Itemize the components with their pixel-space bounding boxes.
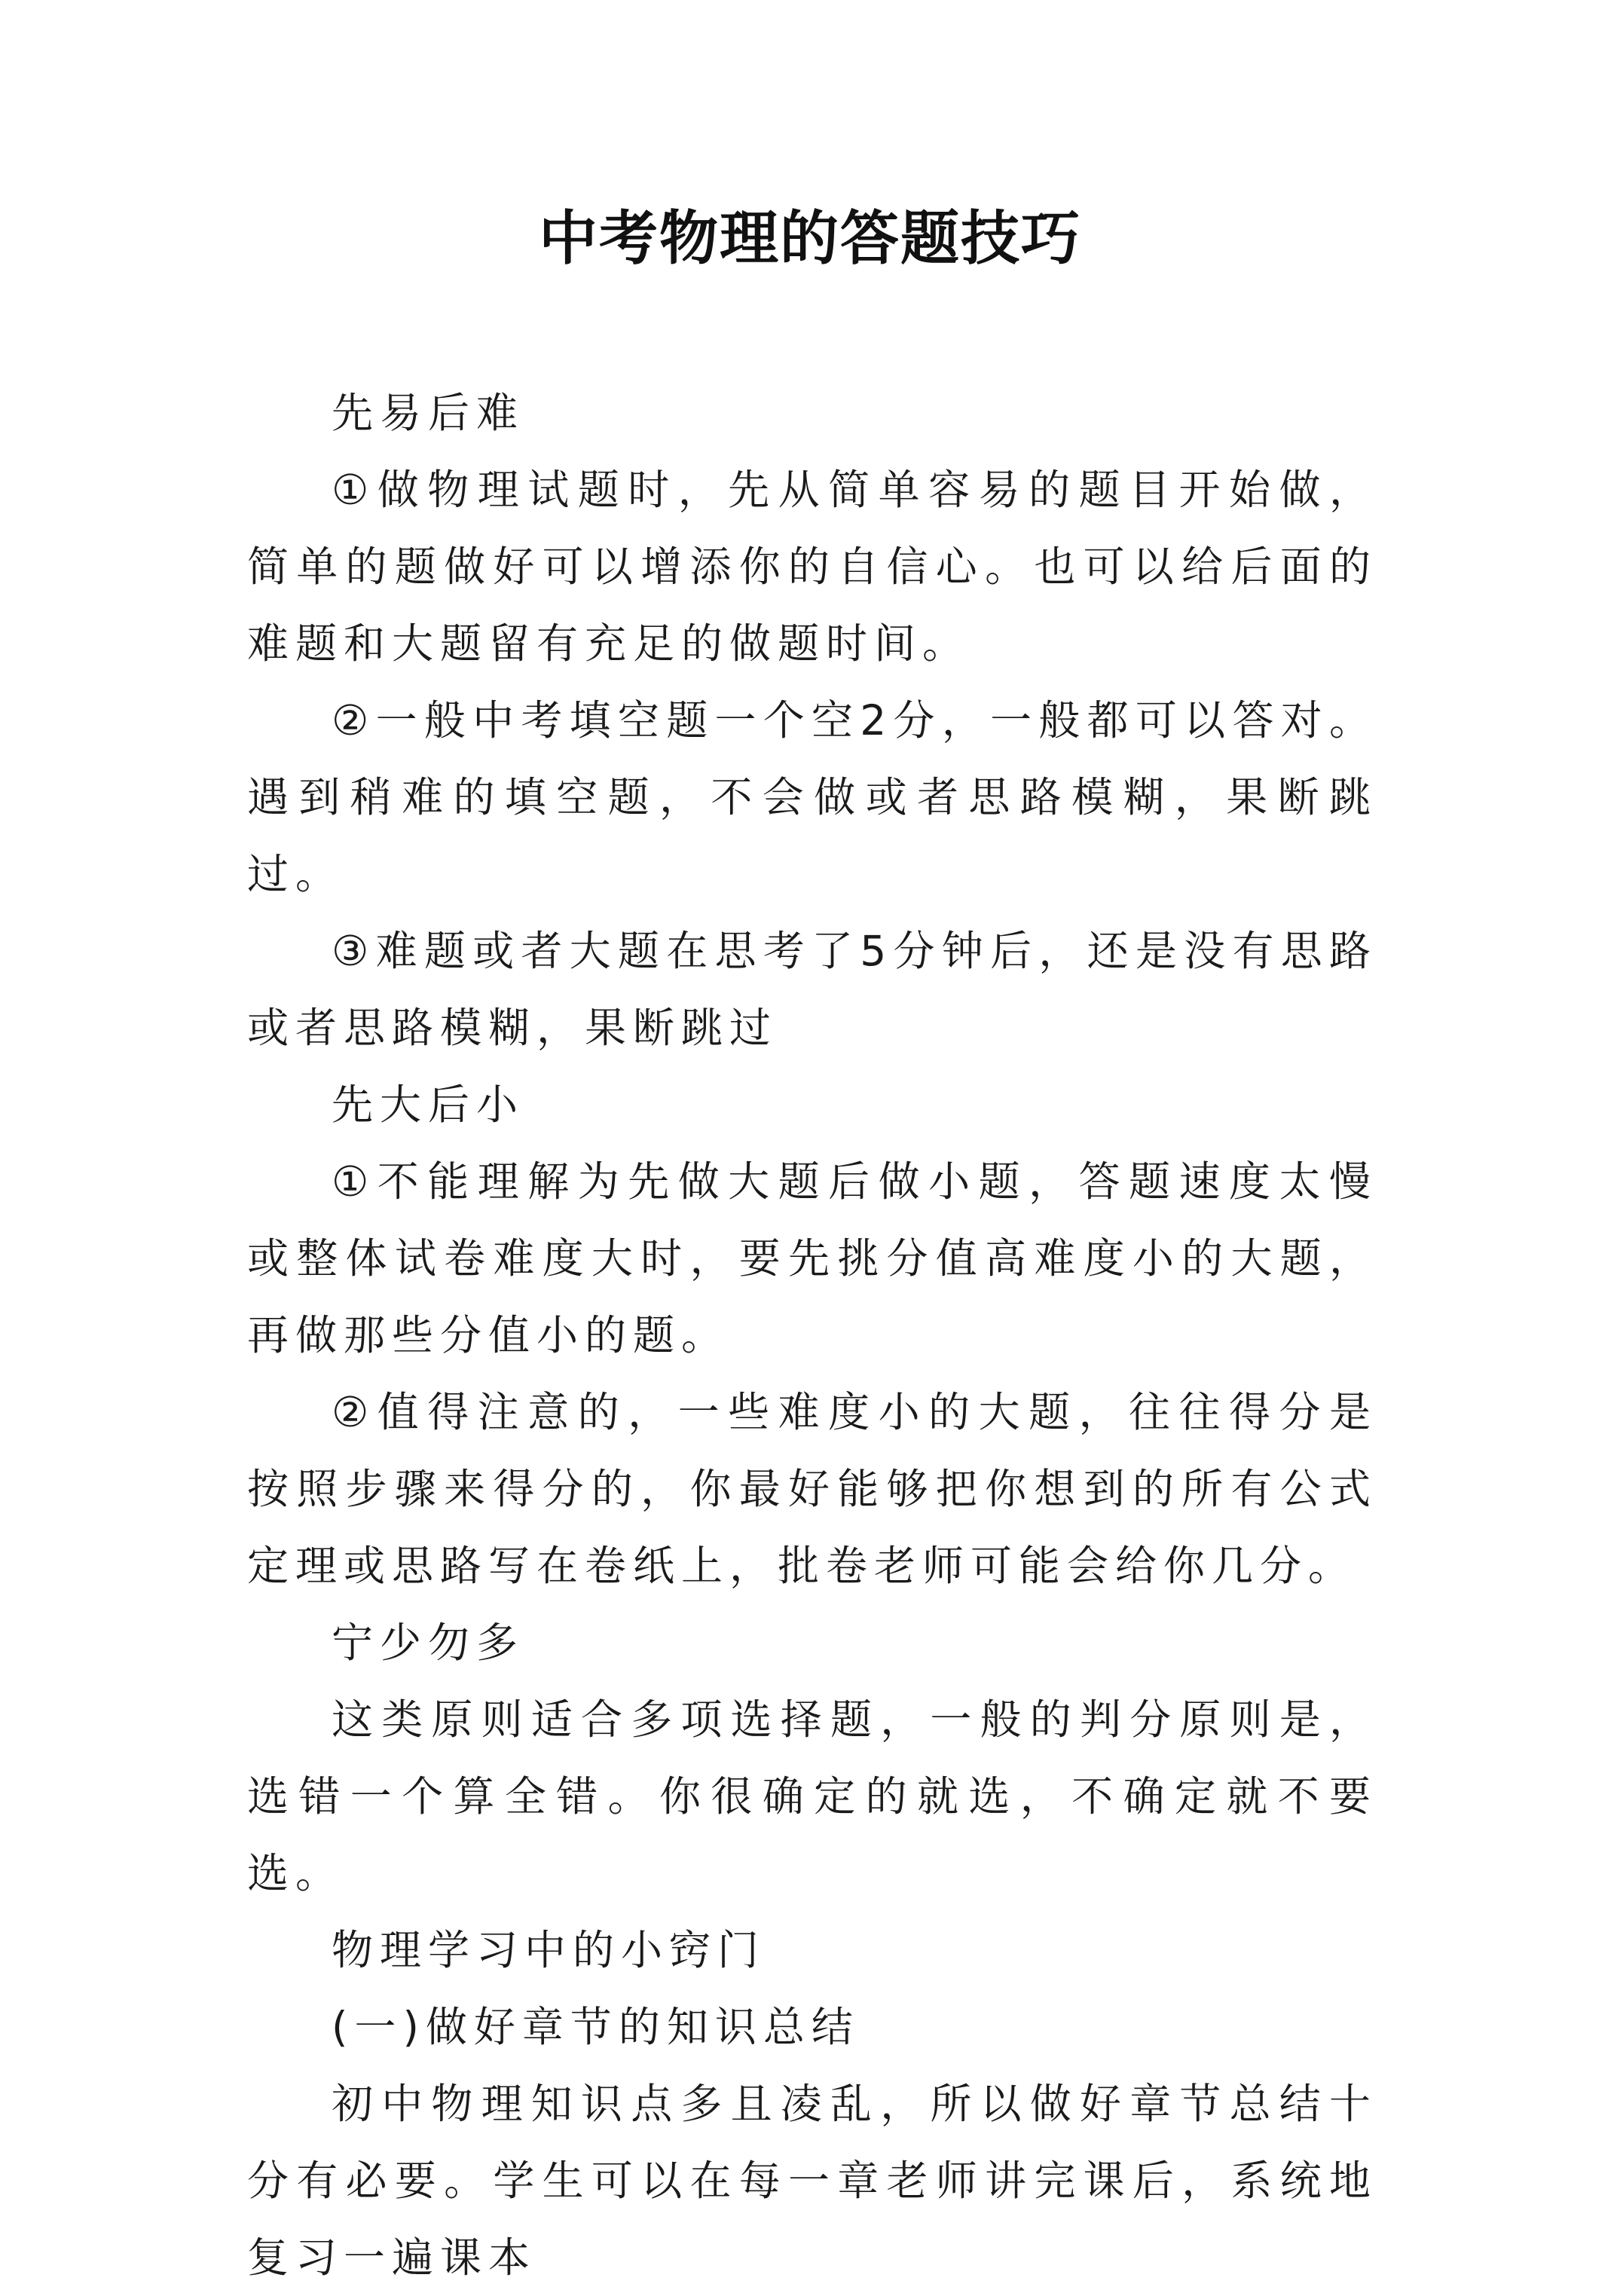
paragraph: ③难题或者大题在思考了5分钟后，还是没有思路或者思路模糊，果断跳过 <box>247 927 1377 1052</box>
document-body <box>247 375 1377 2296</box>
paragraph: 这类原则适合多项选择题，一般的判分原则是，选错一个算全错。你很确定的就选，不确定就不要选。 <box>247 1695 1377 1897</box>
paragraph: ②值得注意的，一些难度小的大题，往往得分是按照步骤来得分的，你最好能够把你想到的所有公式定理或思路写在卷纸上，批卷老师可能会给你几分。 <box>247 1388 1377 1590</box>
document-title: 中考物理的答题技巧 <box>538 204 1081 273</box>
paragraph: ①不能理解为先做大题后做小题，答题速度太慢或整体试卷难度大时，要先挑分值高难度小的大题，再做那些分值小的题。 <box>247 1157 1377 1359</box>
subsection-heading: (一)做好章节的知识总结 <box>332 2003 860 2051</box>
section-heading-tips: 物理学习中的小窍门 <box>332 1926 766 1974</box>
paragraph: 初中物理知识点多且凌乱，所以做好章节总结十分有必要。学生可以在每一章老师讲完课后，系统地复习一遍课本 <box>247 2080 1377 2282</box>
section-heading-big-first: 先大后小 <box>332 1081 525 1129</box>
paragraph: ①做物理试题时，先从简单容易的题目开始做，简单的题做好可以增添你的自信心。也可以给后面的难题和大题留有充足的做题时间。 <box>247 466 1377 668</box>
section-heading-fewer-better: 宁少勿多 <box>332 1619 525 1667</box>
paragraph: ②一般中考填空题一个空2分，一般都可以答对。遇到稍难的填空题，不会做或者思路模糊，果断跳过。 <box>247 696 1377 898</box>
section-heading-easy-first: 先易后难 <box>332 389 525 437</box>
